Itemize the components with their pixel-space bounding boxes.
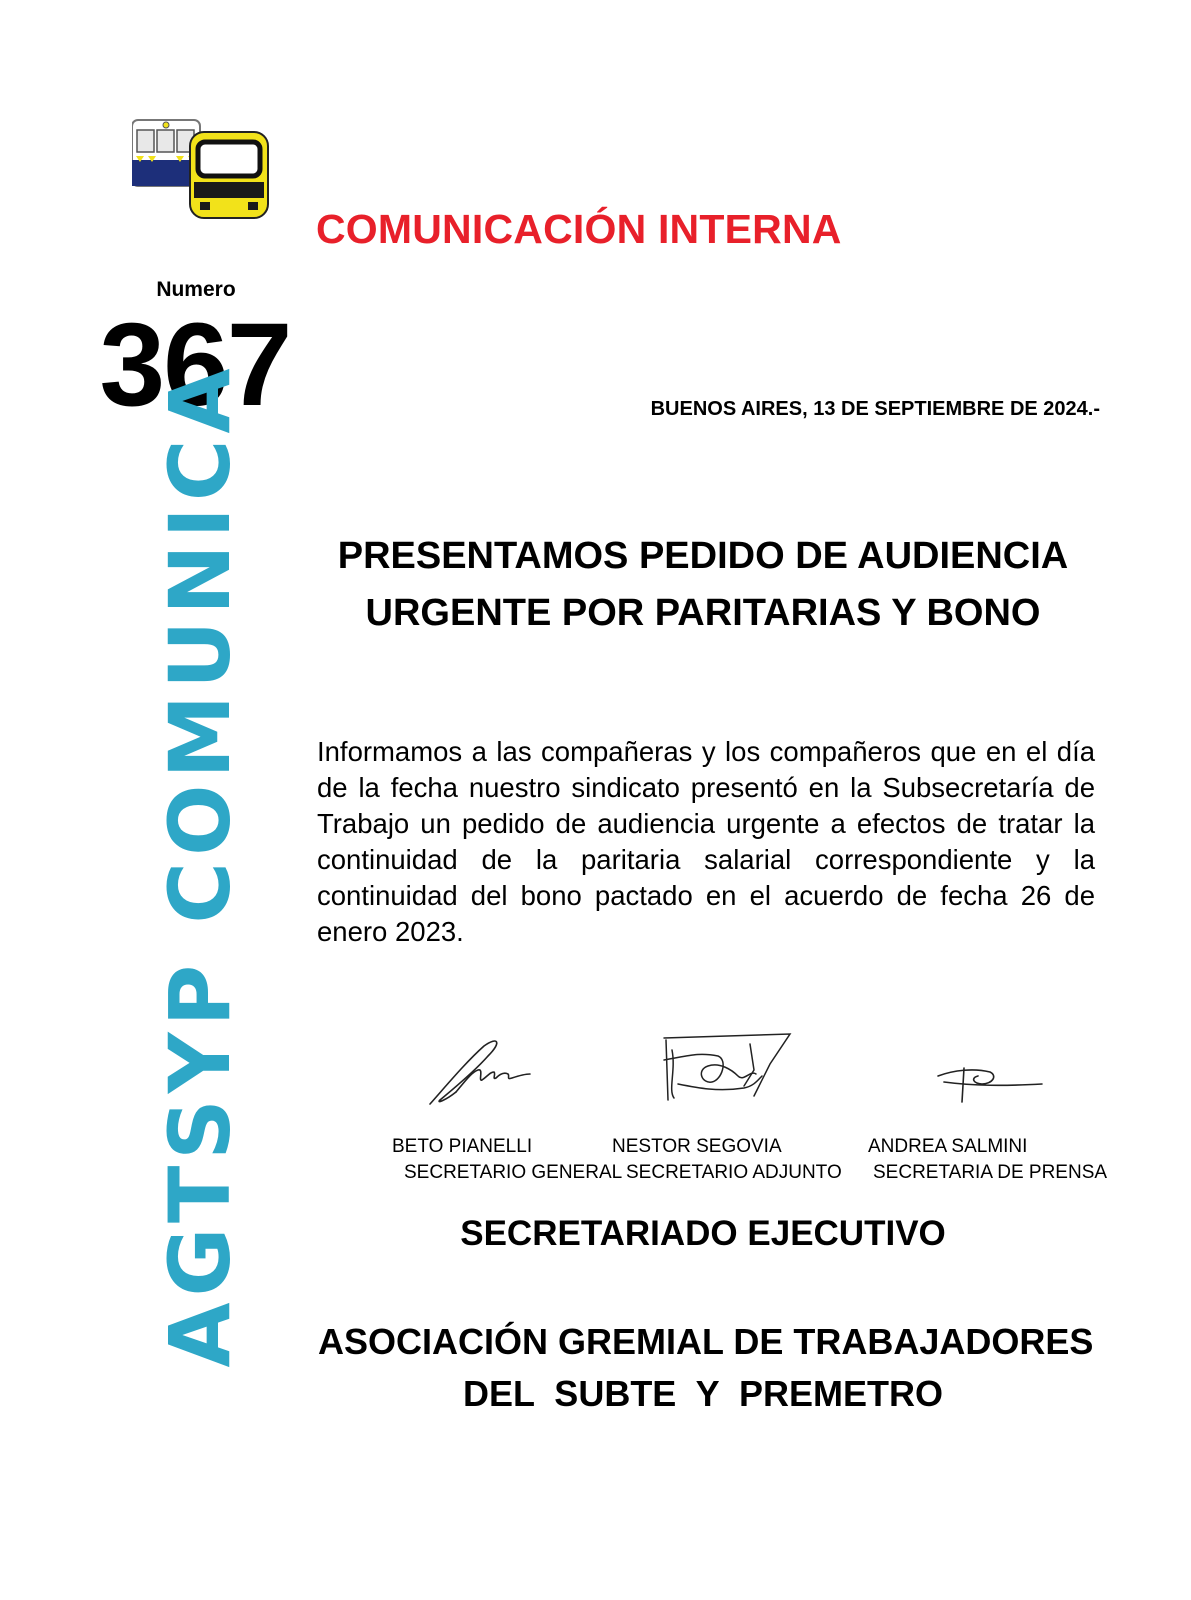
document-type-title: COMUNICACIÓN INTERNA xyxy=(316,206,842,252)
number-value: 367 xyxy=(99,299,291,431)
number-label: Numero xyxy=(156,278,236,301)
signatory-role: SECRETARIO GENERAL xyxy=(404,1162,623,1183)
headline-line-2: URGENTE POR PARITARIAS Y BONO xyxy=(365,592,1041,634)
signatory-name: ANDREA SALMINI xyxy=(868,1136,1028,1157)
headline xyxy=(318,528,1088,642)
date-line: BUENOS AIRES, 13 DE SEPTIEMBRE DE 2024.- xyxy=(650,398,1100,420)
signatory-role: SECRETARIA DE PRENSA xyxy=(873,1162,1108,1183)
signature-pianelli xyxy=(426,1034,538,1119)
association-name xyxy=(318,1316,1094,1420)
signatory-name: BETO PIANELLI xyxy=(392,1136,533,1157)
brand-text: AGTSYP COMUNICA xyxy=(151,362,249,1368)
association-line-2: DEL SUBTE Y PREMETRO xyxy=(462,1373,944,1414)
signature-salmini xyxy=(934,1060,1046,1115)
body-paragraph: Informamos a las compañeras y los compañeros que en el día de la fecha nuestro sindicato presentó en la Subsecretaría de Trabajo un pedido de audiencia urgente a efectos de tratar la continuidad de la paritaria salarial correspondiente y la continuidad del bono pactado en el acuerdo de fecha 26 de enero 2023. xyxy=(317,736,1095,947)
brand-banner xyxy=(150,362,250,1368)
headline-line-1: PRESENTAMOS PEDIDO DE AUDIENCIA xyxy=(337,535,1069,577)
signatory-role: SECRETARIO ADJUNTO xyxy=(626,1162,842,1183)
train-logo-icon xyxy=(132,118,272,220)
association-line-1: ASOCIACIÓN GREMIAL DE TRABAJADORES xyxy=(318,1321,1094,1362)
signatory-name: NESTOR SEGOVIA xyxy=(612,1136,782,1157)
secretariado-heading: SECRETARIADO EJECUTIVO xyxy=(460,1214,946,1253)
signature-segovia xyxy=(658,1030,808,1115)
